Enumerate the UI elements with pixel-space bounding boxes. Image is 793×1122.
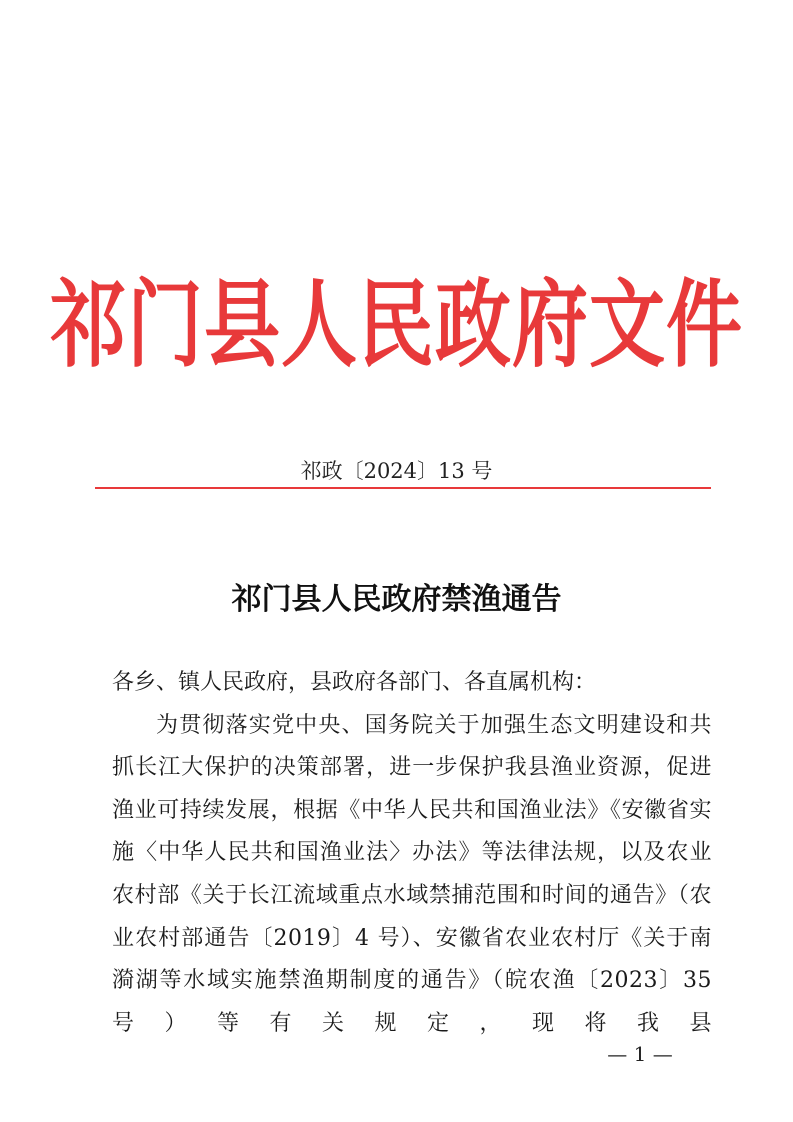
document-body [112,662,712,1045]
red-header-divider [95,487,711,489]
salutation: 各乡、镇人民政府，县政府各部门、各直属机构： [112,670,597,695]
page-number: — 1 — [607,1042,673,1066]
document-title: 祁门县人民政府禁渔通告 [231,582,562,617]
body-paragraph: 为贯彻落实党中央、国务院关于加强生态文明建设和共抓长江大保护的决策部署，进一步保护我县渔业资源，促进渔业可持续发展，根据《中华人民共和国渔业法》《安徽省实施〈中华人民共和国渔业法〉办法》等法律法规，以及农业农村部《关于长江流域重点水域禁捕范围和时间的通告》（农业农村部通告〔2019〕4 号）、安徽省农业农村厅《关于南漪湖等水域实施禁渔期制度的通告》（皖农渔〔2023〕35 号）等有关规定，现将我县 [112,712,712,1036]
document-number: 祁政〔2024〕13 号 [300,459,493,483]
document-issuer-header: 祁门县人民政府文件 [50,268,743,380]
